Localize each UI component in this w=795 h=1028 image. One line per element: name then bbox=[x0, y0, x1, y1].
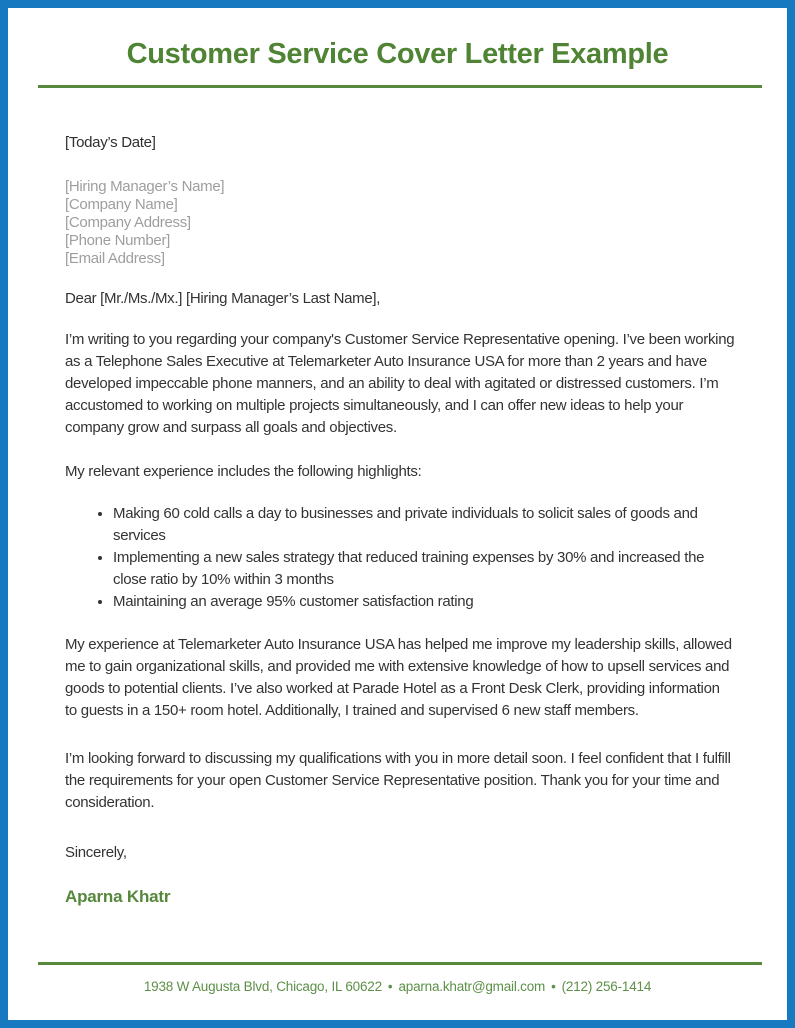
recipient-address-block bbox=[65, 178, 735, 268]
paragraph-closing: I’m looking forward to discussing my qualifications with you in more detail soon. I feel confident that I fulfill the requirements for your open Customer Service Representative position. Thank you for your time and consideration. bbox=[65, 750, 731, 811]
recipient-name-placeholder: [Hiring Manager’s Name] bbox=[65, 178, 225, 195]
page-footer bbox=[8, 962, 787, 1020]
footer-contact-line bbox=[8, 978, 787, 996]
highlights-list bbox=[65, 503, 735, 613]
page-title: Customer Service Cover Letter Example bbox=[126, 38, 669, 70]
footer-phone: (212) 256-1414 bbox=[561, 979, 652, 994]
company-name-placeholder: [Company Name] bbox=[65, 196, 178, 213]
highlight-item: • Maintaining an average 95% customer satisfaction rating bbox=[113, 591, 735, 613]
letter-body bbox=[8, 132, 787, 908]
paragraph-experience: My experience at Telemarketer Auto Insurance USA has helped me improve my leadership skills, allowed me to gain organizational skills, and provided me with extensive knowledge of how to upsell services and goods to potential clients. I’ve also worked at Parade Hotel as a Front Desk Clerk, providing information to guests in a 150+ room hotel. Additionally, I trained and supervised 6 new staff members. bbox=[65, 636, 732, 719]
company-address-placeholder: [Company Address] bbox=[65, 214, 191, 231]
paragraph-highlights-intro: My relevant experience includes the following highlights: bbox=[65, 463, 422, 480]
phone-number-placeholder: [Phone Number] bbox=[65, 232, 171, 249]
paragraph-intro: I’m writing to you regarding your company's Customer Service Representative opening. I’ve been working as a Telephone Sales Executive at Telemarketer Auto Insurance USA for more than 2 years and have developed impeccable phone manners, and an ability to deal with agitated or distressed customers. I’m accustomed to working on multiple projects simultaneously, and I can offer new ideas to help your company grow and surpass all goals and objectives. bbox=[65, 331, 735, 436]
footer-separator-dot: • bbox=[387, 979, 393, 994]
highlight-item: • Implementing a new sales strategy that reduced training expenses by 30% and increased the close ratio by 10% within 3 months bbox=[113, 547, 735, 591]
footer-divider-rule bbox=[38, 962, 762, 965]
highlight-item: • Making 60 cold calls a day to businesses and private individuals to solicit sales of goods and services bbox=[113, 503, 735, 547]
email-address-placeholder: [Email Address] bbox=[65, 250, 165, 267]
signature-name: Aparna Khatr bbox=[65, 887, 171, 906]
footer-email: aparna.khatr@gmail.com bbox=[398, 979, 546, 994]
date-placeholder: [Today’s Date] bbox=[65, 134, 156, 151]
title-divider-rule bbox=[38, 85, 762, 88]
salutation: Dear [Mr./Ms./Mx.] [Hiring Manager’s Last Name], bbox=[65, 290, 381, 307]
footer-address: 1938 W Augusta Blvd, Chicago, IL 60622 bbox=[143, 979, 382, 994]
footer-separator-dot: • bbox=[551, 979, 556, 994]
signoff: Sincerely, bbox=[65, 844, 127, 861]
